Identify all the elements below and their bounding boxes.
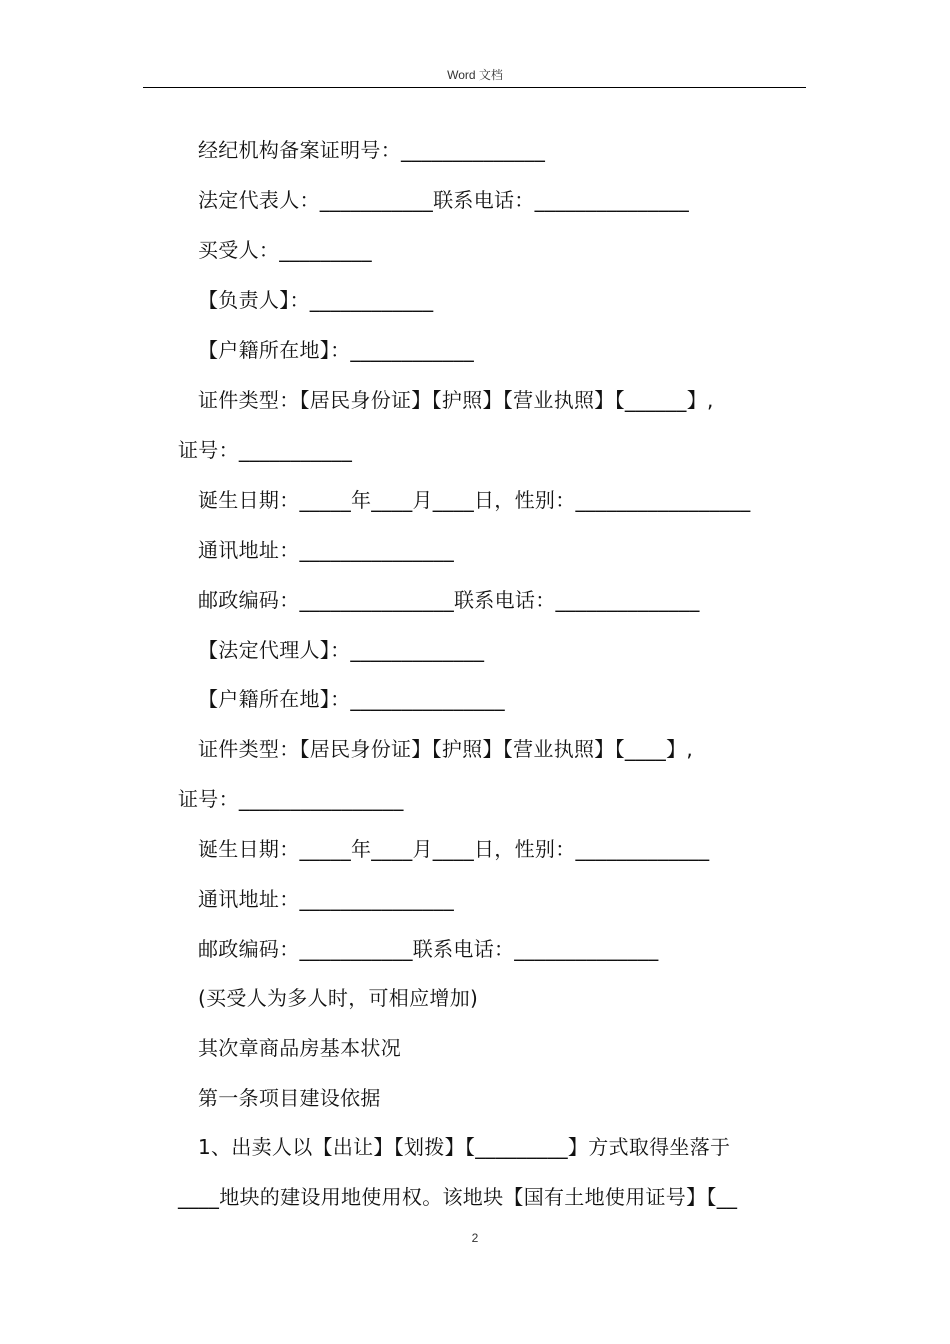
agent-household-registration-line: 【户籍所在地】：_______________ — [198, 687, 505, 711]
agent-mailing-address-line: 通讯地址：_______________ — [198, 887, 454, 911]
agent-id-type-line: 证件类型：【居民身份证】【护照】【营业执照】【____】, — [198, 737, 694, 761]
agency-filing-number-line: 经纪机构备案证明号：______________ — [198, 138, 546, 162]
multiple-buyers-note: (买受人为多人时，可相应增加) — [198, 986, 479, 1010]
buyer-line: 买受人：_________ — [198, 238, 372, 262]
household-registration-line: 【户籍所在地】：____________ — [198, 338, 474, 362]
agent-postal-code-phone-line: 邮政编码：___________联系电话：______________ — [198, 937, 659, 961]
page-number: 2 — [471, 1231, 479, 1245]
id-type-line: 证件类型：【居民身份证】【护照】【营业执照】【______】, — [198, 388, 714, 412]
mailing-address-line: 通讯地址：_______________ — [198, 538, 454, 562]
clause-1-line-1: 1、出卖人以【出让】【划拨】【_________】方式取得坐落于 — [198, 1135, 731, 1159]
header-divider — [143, 87, 806, 88]
agent-id-number-line: 证号：________________ — [178, 787, 404, 811]
agent-birth-date-gender-line: 诞生日期：_____年____月____日，性别：_____________ — [198, 837, 710, 861]
responsible-person-line: 【负责人】：____________ — [198, 288, 434, 312]
chapter-heading: 其次章商品房基本状况 — [198, 1036, 401, 1060]
page-header: Word 文档 — [447, 68, 503, 82]
id-number-line: 证号：___________ — [178, 438, 353, 462]
legal-agent-line: 【法定代理人】：_____________ — [198, 638, 485, 662]
legal-representative-line: 法定代表人：___________联系电话：_______________ — [198, 188, 690, 212]
birth-date-gender-line: 诞生日期：_____年____月____日，性别：_________________ — [198, 488, 751, 512]
clause-1-line-2: ____地块的建设用地使用权。该地块【国有土地使用证号】【__ — [178, 1185, 738, 1209]
postal-code-phone-line: 邮政编码：_______________联系电话：______________ — [198, 588, 700, 612]
article-heading: 第一条项目建设依据 — [198, 1086, 381, 1110]
